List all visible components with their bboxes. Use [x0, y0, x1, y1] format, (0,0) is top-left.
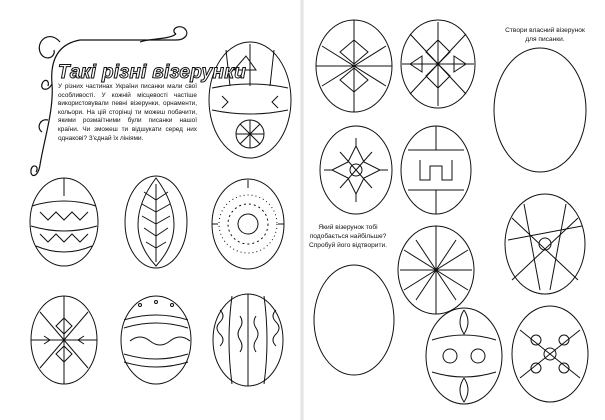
intro-paragraph: У різних частинах України писанки мали свої особливості. У кожній місцевості частіше використовували певні візерунки, орнаменти, кольори. На цій сторінці ти можеш побачити, якими розмаїтними були писанки нашої країни. Чи зможеш ти відшукати серед них однакові? З'єднай їх лініями. — [58, 83, 197, 142]
pysanka-egg-vertical-waves[interactable] — [213, 294, 283, 386]
blank-egg-favourite-pattern[interactable] — [314, 265, 394, 375]
pysanka-egg-rosette[interactable] — [320, 126, 392, 214]
blank-egg-own-pattern[interactable] — [494, 48, 586, 172]
pysanka-egg-sun[interactable] — [212, 179, 284, 269]
pysanka-egg-tulip[interactable] — [209, 42, 291, 158]
pysanka-egg-flowers-2[interactable] — [512, 306, 588, 402]
pysanka-egg-quartered[interactable] — [31, 296, 97, 384]
pysanka-egg-grid-2[interactable] — [505, 194, 585, 294]
pysanka-egg-flowers-1[interactable] — [426, 308, 502, 404]
pysanka-egg-meander[interactable] — [401, 126, 471, 214]
prompt-favourite-pattern: Який візерунок тобі подобається найбільше? Спробуй його відтворити. — [308, 224, 388, 249]
pysanka-egg-grid-1[interactable] — [398, 226, 474, 314]
pysanka-egg-bands[interactable] — [121, 296, 191, 384]
prompt-create-own-pattern: Створи власний візерунок для писанки. — [505, 27, 585, 43]
pysanka-egg-leaf[interactable] — [125, 176, 187, 268]
page-title: Такі різні візерунки — [58, 62, 247, 83]
pysanka-egg-stars-1[interactable] — [316, 20, 392, 112]
pysanka-egg-stars-2[interactable] — [401, 20, 475, 108]
pysanka-egg-diamonds[interactable] — [30, 178, 98, 266]
